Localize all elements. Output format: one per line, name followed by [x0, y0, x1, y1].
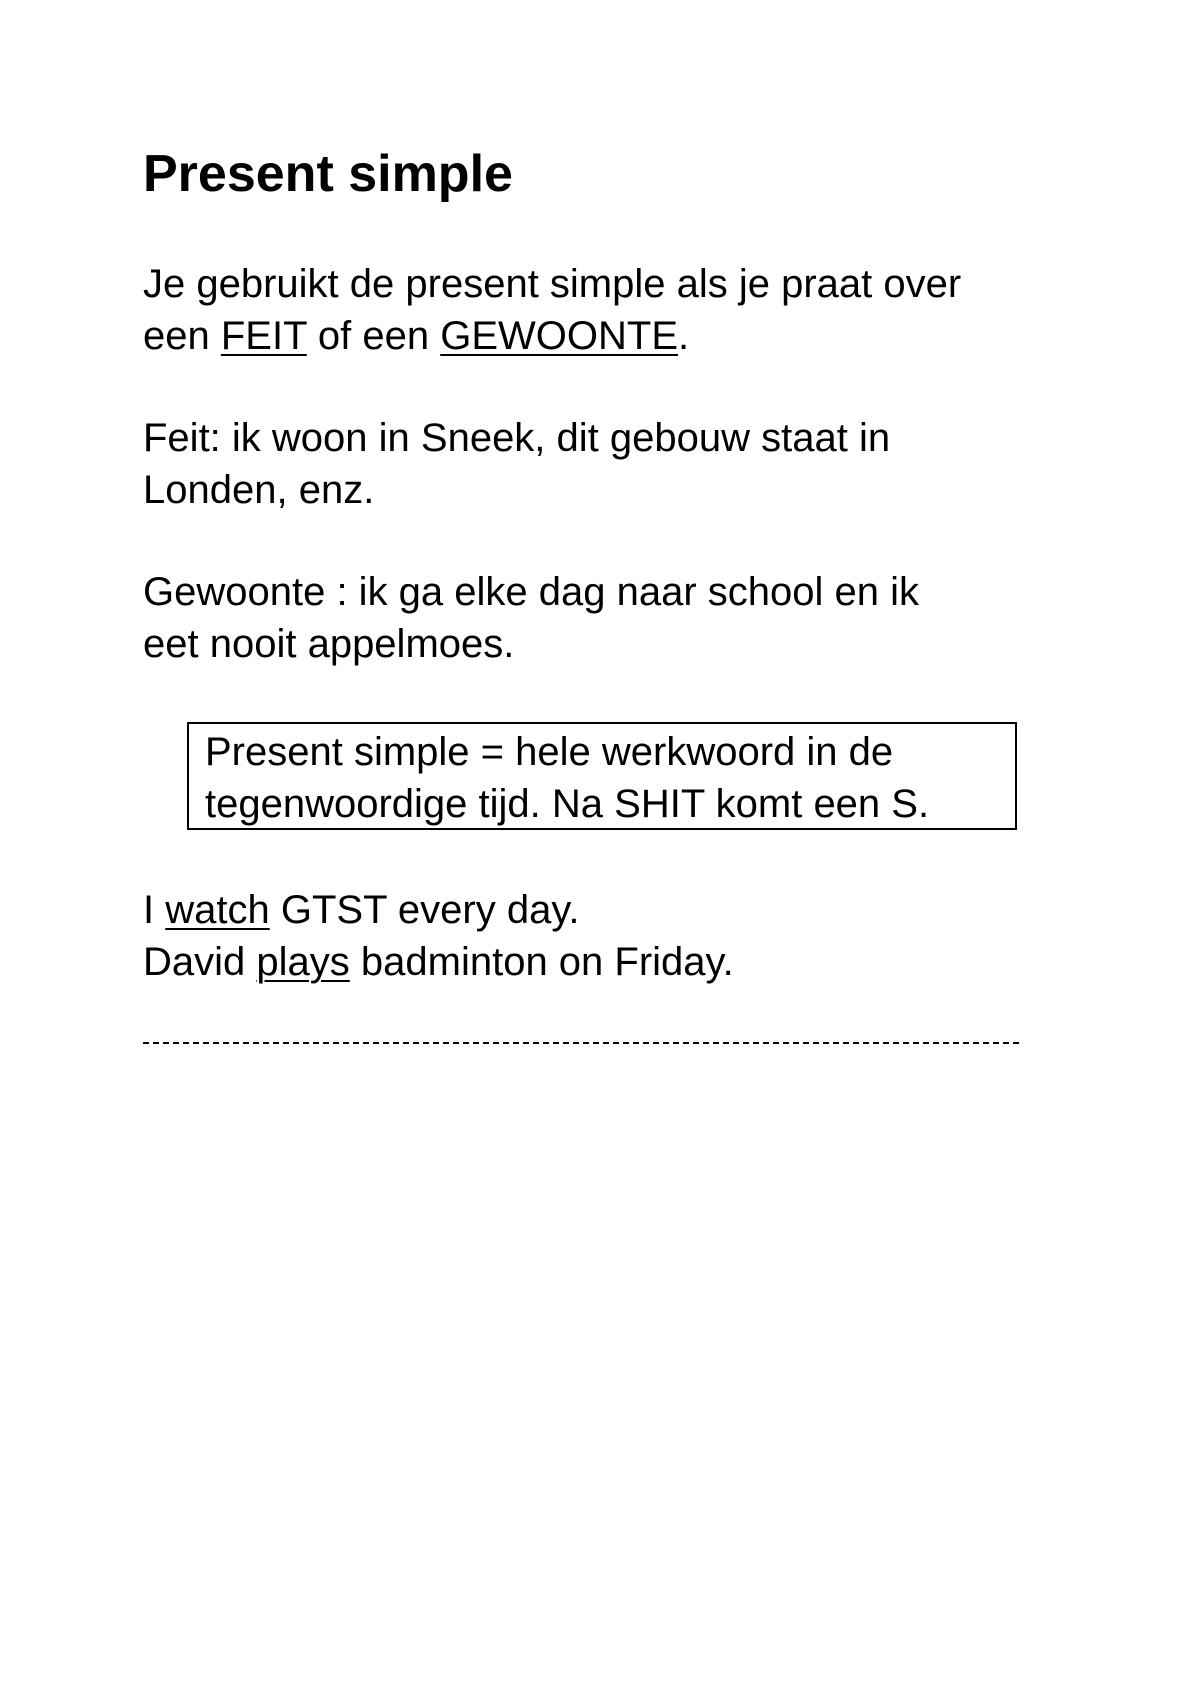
rule-line-1: Present simple = hele werkwoord in de: [205, 730, 894, 774]
feit-keyword: FEIT: [220, 314, 307, 358]
intro-line-2-end: .: [678, 314, 690, 358]
fact-line-2: Londen, enz.: [143, 468, 375, 512]
example-1-post: GTST every day.: [269, 888, 580, 932]
intro-paragraph: [143, 258, 961, 362]
gewoonte-keyword: GEWOONTE: [440, 314, 679, 358]
fact-line-1: Feit: ik woon in Sneek, dit gebouw staat in: [143, 416, 891, 460]
intro-line-1: Je gebruikt de present simple als je praat over: [143, 262, 962, 306]
fact-paragraph: [143, 412, 890, 516]
example-1-verb: watch: [165, 888, 270, 932]
habit-paragraph: [143, 566, 919, 670]
dashed-separator: [143, 1042, 1019, 1044]
example-1-pre: I: [143, 888, 166, 932]
intro-line-2-pre: een: [143, 314, 221, 358]
habit-line-2: eet nooit appelmoes.: [143, 622, 515, 666]
examples-paragraph: [143, 884, 734, 988]
rule-box: [187, 722, 1017, 830]
habit-line-1: Gewoonte : ik ga elke dag naar school en ik: [143, 570, 920, 614]
example-2-verb: plays: [256, 940, 350, 984]
rule-line-2: tegenwoordige tijd. Na SHIT komt een S.: [205, 782, 930, 826]
intro-line-2-mid: of een: [306, 314, 441, 358]
page-title: Present simple: [143, 145, 513, 203]
example-2-pre: David: [143, 940, 257, 984]
example-2-post: badminton on Friday.: [349, 940, 734, 984]
